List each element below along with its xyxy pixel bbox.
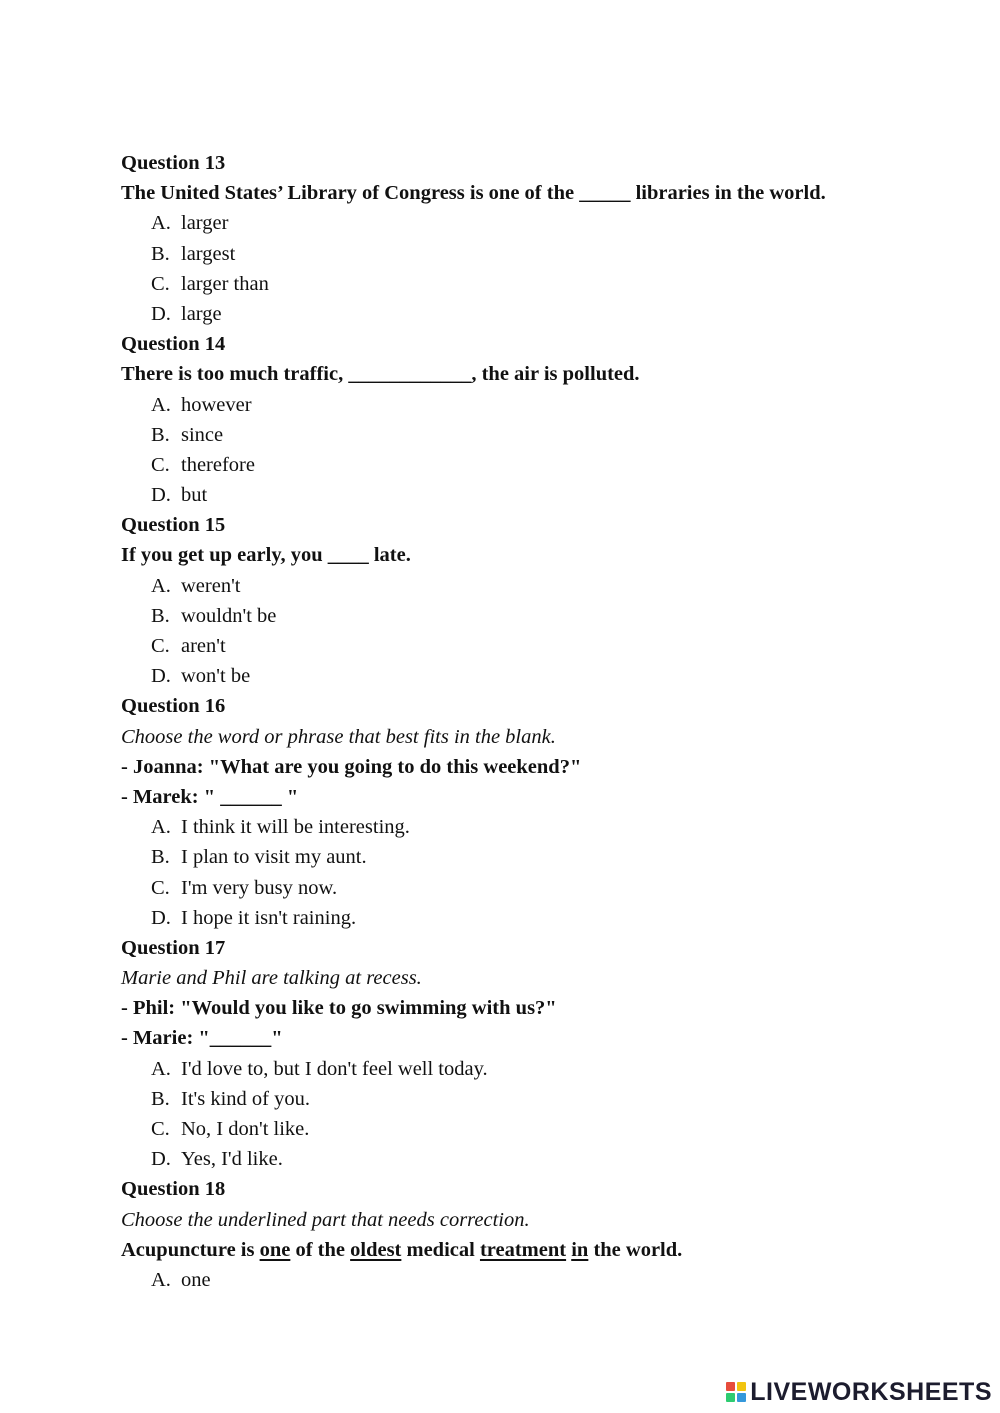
option-letter: C. <box>151 272 170 295</box>
option-text: I hope it isn't raining. <box>181 906 357 929</box>
answer-option[interactable] <box>121 1265 941 1295</box>
option-letter: A. <box>151 1268 171 1291</box>
answer-option[interactable] <box>121 450 941 480</box>
option-text: won't be <box>181 665 251 688</box>
option-text: It's kind of you. <box>181 1087 310 1110</box>
option-text: one <box>181 1268 211 1291</box>
answer-option[interactable] <box>121 1084 941 1114</box>
option-text: I plan to visit my aunt. <box>181 846 367 869</box>
option-text: I think it will be interesting. <box>181 816 410 839</box>
question-stem: If you get up early, you ____ late. <box>121 544 411 567</box>
logo-mark-icon <box>726 1382 746 1402</box>
option-letter: B. <box>151 1087 170 1110</box>
question-instruction: Choose the word or phrase that best fits in the blank. <box>121 725 556 748</box>
worksheet-content <box>121 148 941 1295</box>
question-title: Question 16 <box>121 695 226 718</box>
liveworksheets-logo <box>726 1377 992 1407</box>
option-text: wouldn't be <box>181 604 277 627</box>
answer-option[interactable] <box>121 208 941 238</box>
dialogue-line: - Marie: "______" <box>121 1027 283 1050</box>
answer-option[interactable] <box>121 299 941 329</box>
stem-part: medical <box>401 1238 480 1261</box>
stem-part: of the <box>290 1238 351 1261</box>
answer-option[interactable] <box>121 571 941 601</box>
option-text: largest <box>181 242 236 265</box>
dialogue-line: - Marek: " ______ " <box>121 785 299 808</box>
option-letter: C. <box>151 876 170 899</box>
question-stem: The United States’ Library of Congress is one of the _____ libraries in the world. <box>121 182 826 205</box>
underlined-part: treatment <box>479 1238 567 1261</box>
question-title: Question 15 <box>121 514 226 537</box>
logo-square <box>726 1393 735 1402</box>
logo-text: LIVEWORKSHEETS <box>750 1377 992 1406</box>
question-title: Question 13 <box>121 152 226 174</box>
option-letter: C. <box>151 635 170 657</box>
option-letter: C. <box>151 453 170 476</box>
option-text: weren't <box>181 574 241 597</box>
underlined-part: in <box>571 1238 589 1261</box>
option-letter: A. <box>151 816 171 839</box>
logo-square <box>737 1393 746 1402</box>
option-letter: B. <box>151 846 170 869</box>
question-instruction: Marie and Phil are talking at recess. <box>121 967 422 990</box>
question-stem: There is too much traffic, ____________, the air is polluted. <box>121 363 640 386</box>
option-text: but <box>181 484 208 507</box>
answer-option[interactable] <box>121 480 941 510</box>
option-letter: B. <box>151 423 170 446</box>
answer-option[interactable] <box>121 1054 941 1084</box>
question-title: Question 14 <box>121 333 226 356</box>
question-title: Question 17 <box>121 936 226 959</box>
option-text: aren't <box>181 635 226 657</box>
option-text: however <box>181 393 252 416</box>
stem-part: Acupuncture is <box>121 1238 260 1261</box>
option-letter: A. <box>151 212 171 235</box>
answer-option[interactable] <box>121 812 941 842</box>
answer-option[interactable] <box>121 1144 941 1174</box>
answer-option[interactable] <box>121 269 941 299</box>
option-text: therefore <box>181 453 255 476</box>
option-letter: D. <box>151 302 171 325</box>
answer-option[interactable] <box>121 873 941 903</box>
answer-option[interactable] <box>121 239 941 269</box>
dialogue-line: - Joanna: "What are you going to do this weekend?" <box>121 755 582 778</box>
question-title: Question 18 <box>121 1178 226 1201</box>
answer-option[interactable] <box>121 661 941 691</box>
option-letter: B. <box>151 242 170 265</box>
answer-option[interactable] <box>121 631 941 661</box>
underlined-part: oldest <box>350 1238 402 1261</box>
option-letter: A. <box>151 393 171 416</box>
option-letter: D. <box>151 484 171 507</box>
option-text: I'd love to, but I don't feel well today. <box>181 1057 488 1080</box>
answer-option[interactable] <box>121 420 941 450</box>
question-stem <box>121 1235 941 1265</box>
option-letter: B. <box>151 604 170 627</box>
option-letter: A. <box>151 1057 171 1080</box>
option-letter: A. <box>151 574 171 597</box>
answer-option[interactable] <box>121 842 941 872</box>
question-instruction: Choose the underlined part that needs correction. <box>121 1208 530 1231</box>
option-text: Yes, I'd like. <box>181 1148 283 1171</box>
answer-option[interactable] <box>121 903 941 933</box>
dialogue-line: - Phil: "Would you like to go swimming with us?" <box>121 997 557 1020</box>
option-text: large <box>181 302 222 325</box>
option-letter: D. <box>151 665 171 688</box>
option-text: since <box>181 423 224 446</box>
option-letter: D. <box>151 906 171 929</box>
answer-option[interactable] <box>121 1114 941 1144</box>
option-letter: C. <box>151 1118 170 1140</box>
option-text: larger than <box>181 272 269 295</box>
option-text: I'm very busy now. <box>181 876 338 899</box>
option-text: No, I don't like. <box>181 1118 310 1140</box>
logo-square <box>726 1382 735 1391</box>
answer-option[interactable] <box>121 390 941 420</box>
answer-option[interactable] <box>121 601 941 631</box>
underlined-part: one <box>259 1238 291 1261</box>
option-letter: D. <box>151 1148 171 1171</box>
option-text: larger <box>181 212 229 235</box>
stem-part: the world. <box>588 1238 683 1261</box>
logo-square <box>737 1382 746 1391</box>
